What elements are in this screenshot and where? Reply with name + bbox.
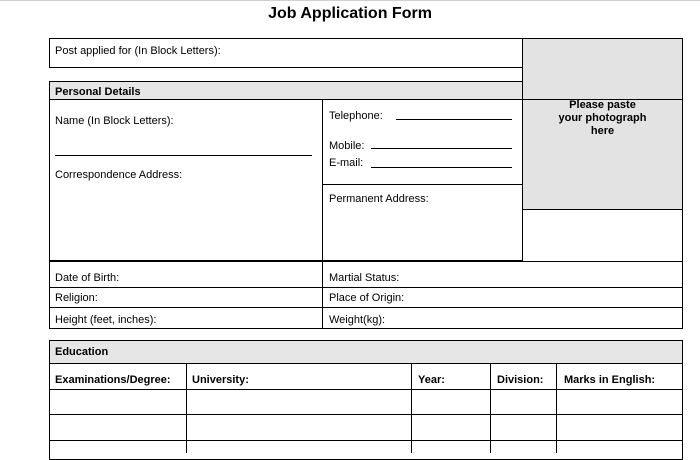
edu-col-university: University: [192,374,249,386]
left-border-lower [49,261,50,328]
form-title: Job Application Form [268,5,432,22]
personal-header-divider [49,99,683,100]
photo-text-line-3: here [590,125,615,137]
photo-text-line-2: your photograph [558,112,647,124]
edu-col-exam: Examinations/Degree: [55,374,171,386]
religion-label: Religion: [55,292,98,304]
dob-label: Date of Birth: [55,272,120,284]
edu-row-divider-1 [49,389,683,390]
education-header-divider [49,363,683,364]
personal-column-divider [322,99,323,328]
telephone-input-line[interactable] [396,119,512,120]
place-of-origin-label: Place of Origin: [329,292,405,304]
education-header-bg [50,341,682,363]
education-header: Education [55,346,109,358]
mobile-label: Mobile: [329,140,365,152]
height-row-top [49,307,683,308]
height-label: Height (feet, inches): [55,314,157,326]
telephone-label: Telephone: [329,110,383,122]
right-border [682,210,683,328]
permanent-address-divider [322,184,523,185]
edu-col-marks-english: Marks in English: [564,374,656,386]
weight-label: Weight(kg): [329,314,386,326]
email-label: E-mail: [329,157,364,169]
photo-instructions [522,99,683,138]
permanent-address-label: Permanent Address: [329,193,429,205]
edu-row-divider-2 [49,414,683,415]
email-input-line[interactable] [371,167,512,168]
edu-col-year: Year: [418,374,445,386]
edu-col-division: Division: [497,374,544,386]
correspondence-address-label: Correspondence Address: [55,169,183,181]
name-label: Name (In Block Letters): [55,115,174,127]
mobile-input-line[interactable] [371,148,512,149]
page-top-border [0,0,700,1]
personal-bottom-border [49,328,683,329]
photo-text-line-1: Please paste [569,99,636,111]
name-input-line[interactable] [55,155,312,156]
religion-row-top [49,287,683,288]
dob-row-top [49,261,683,262]
post-applied-label: Post applied for (In Block Letters): [55,45,221,57]
marital-status-label: Martial Status: [329,272,400,284]
edu-row-divider-3 [49,440,683,441]
personal-details-header: Personal Details [55,86,141,98]
